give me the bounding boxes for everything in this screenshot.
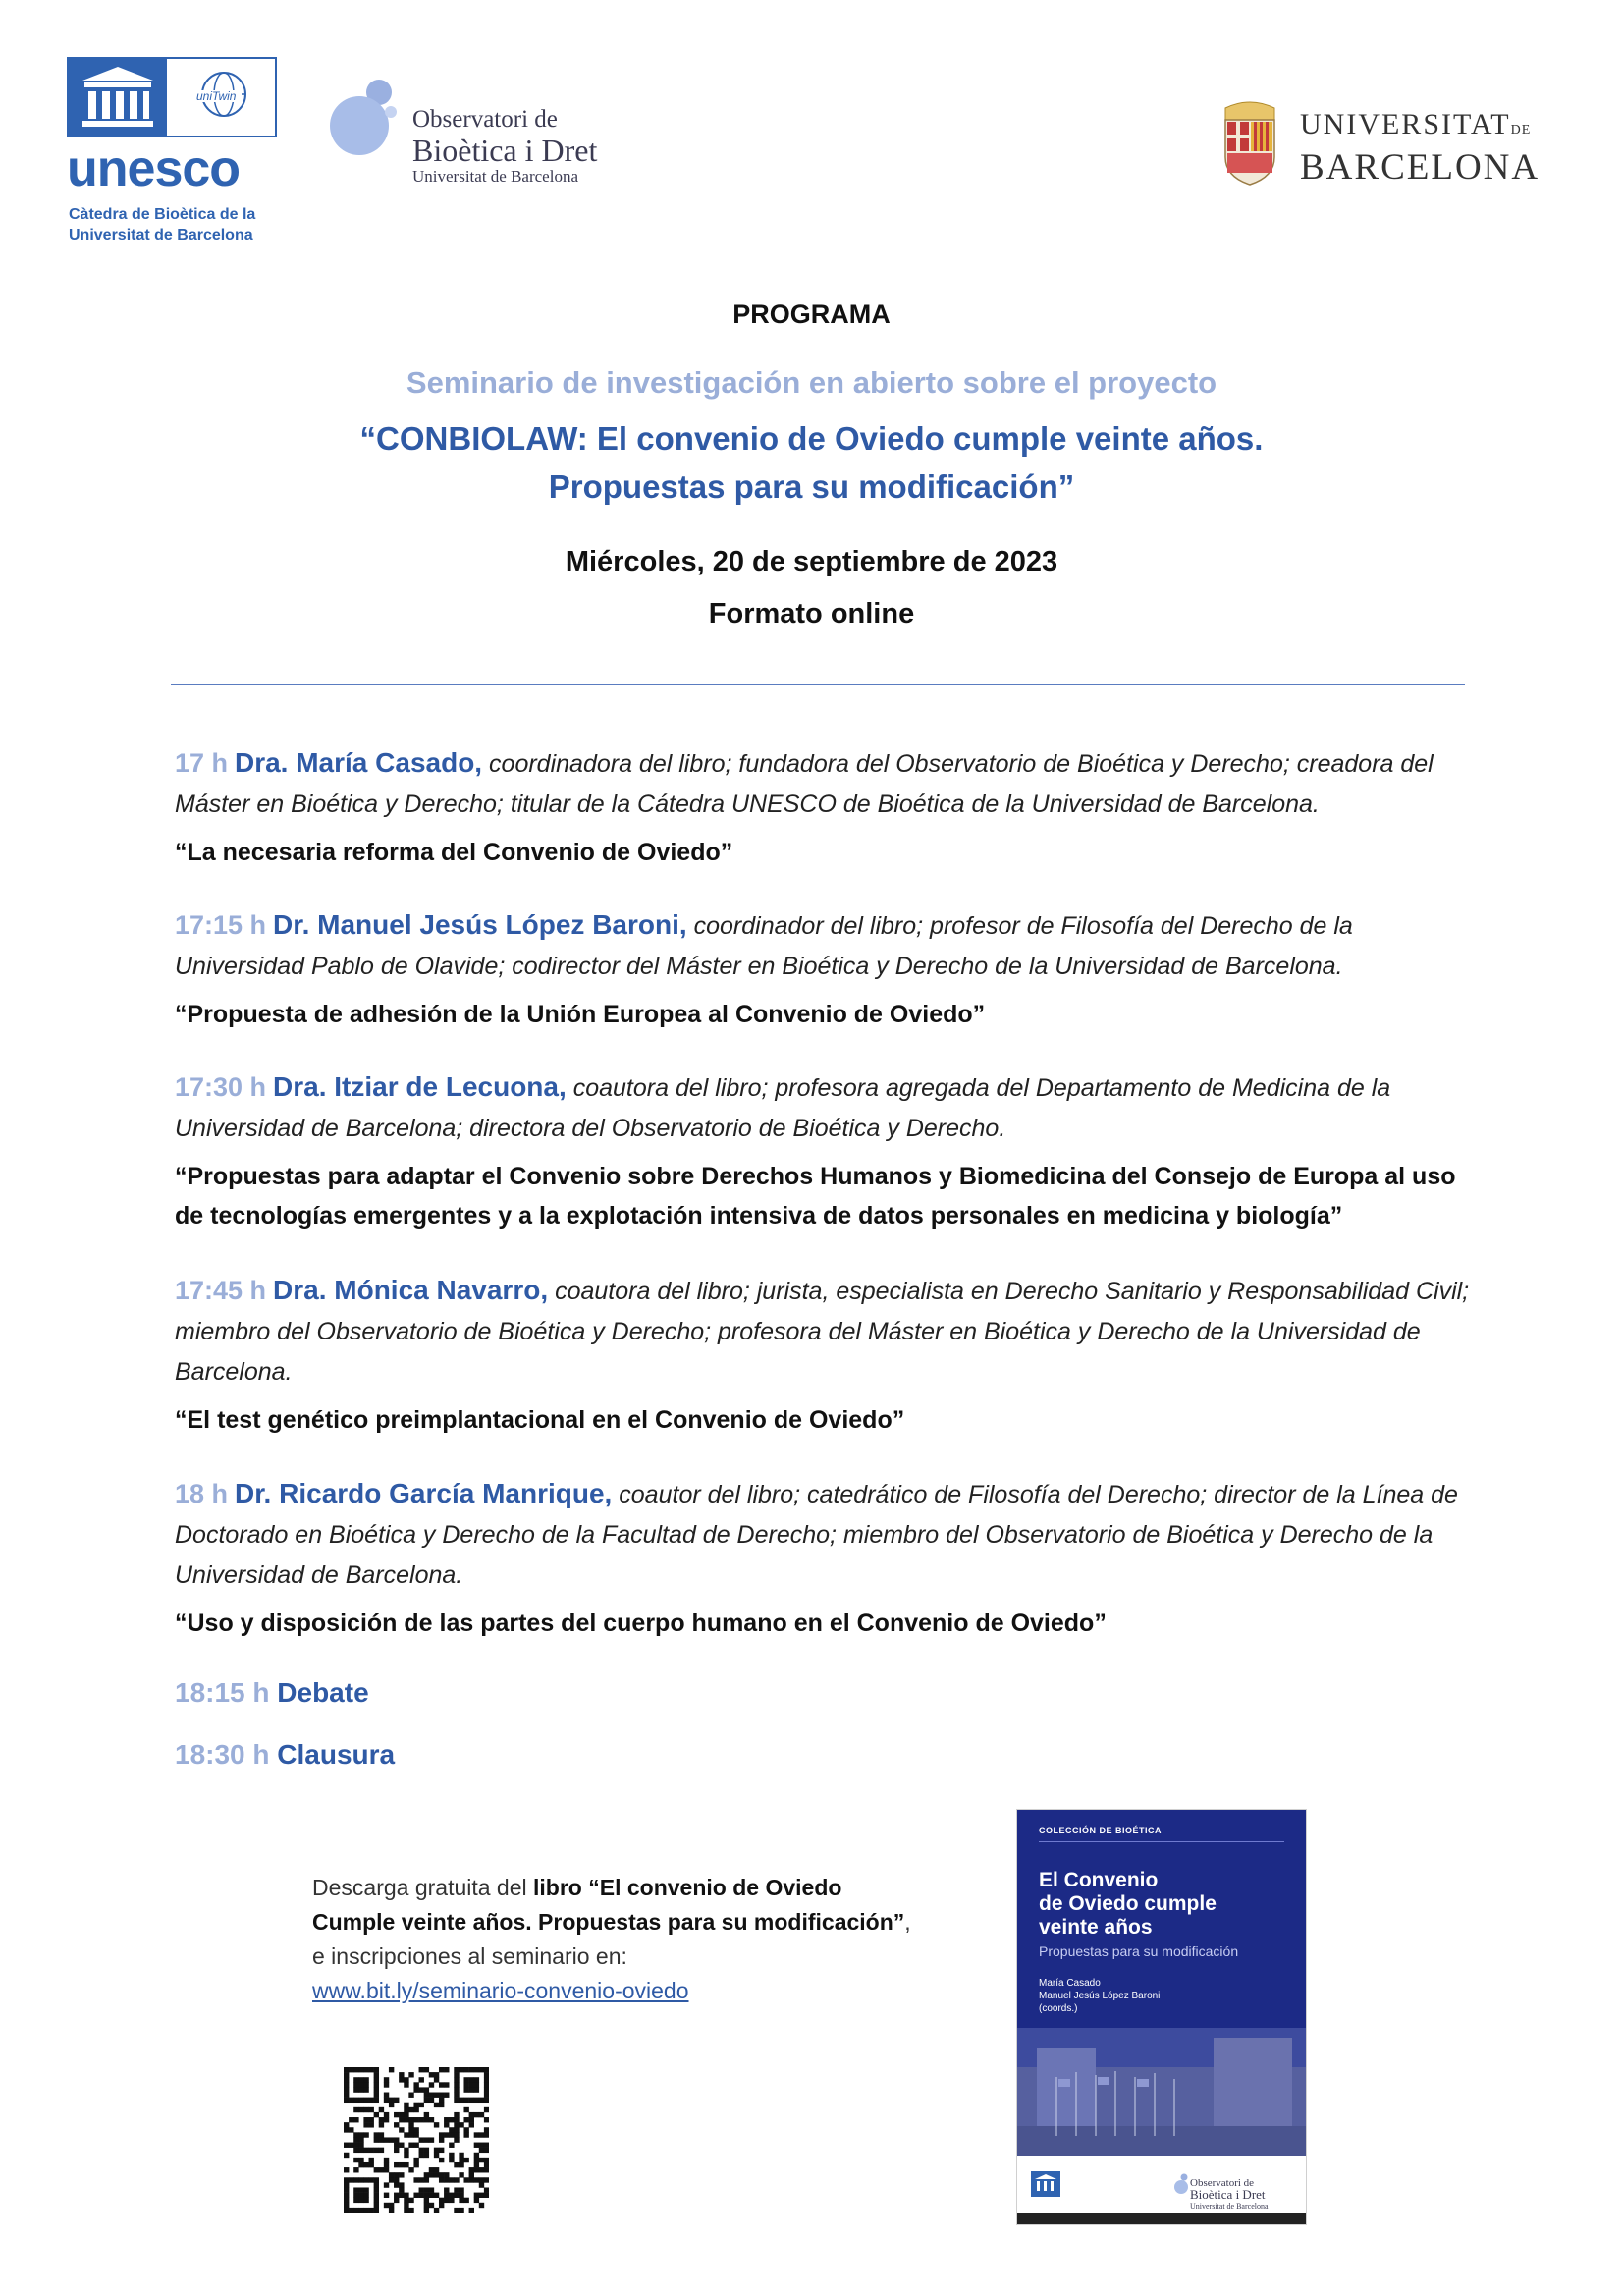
unitwin-icon bbox=[167, 59, 275, 136]
ub-shield-icon bbox=[1219, 98, 1280, 189]
seminar-subtitle: Seminario de investigación en abierto sobre el proyecto bbox=[406, 365, 1217, 400]
unesco-emblem bbox=[67, 57, 277, 137]
session-description: coautora del libro; jurista, especialista en Derecho Sanitario y Responsabilidad Civil; miembro del Observatorio de Bioética y Derecho; profesora del Máster en Bioética y Derecho de la Universidad de Barcelona. bbox=[175, 1278, 1470, 1386]
closing-item bbox=[175, 1739, 395, 1771]
session-description: coordinadora del libro; fundadora del Observatorio de Bioética y Derecho; creadora del Máster en Bioética y Derecho; titular de la Cátedra UNESCO de Bioética de la Universidad de Barcelona. bbox=[175, 750, 1434, 818]
book-cover-photo bbox=[1017, 2028, 1306, 2156]
download-intro: Descarga gratuita del bbox=[312, 1875, 527, 1900]
book-cover bbox=[1016, 1809, 1307, 2225]
book-footer-line2: Bioètica i Dret bbox=[1190, 2187, 1266, 2202]
session-item bbox=[175, 1473, 1471, 1643]
download-info bbox=[312, 1871, 1000, 2008]
download-book-title-2: Cumple veinte años. Propuestas para su modificación” bbox=[312, 1909, 905, 1935]
session-item bbox=[175, 742, 1471, 872]
observatori-name bbox=[412, 106, 597, 187]
session-talk-title: “Propuestas para adaptar el Convenio sobre Derechos Humanos y Biomedicina del Consejo de Europa al uso de tecnologías emergentes y a la explotación intensiva de datos personales en medicina y biología” bbox=[175, 1163, 1456, 1230]
debate-label: Debate bbox=[277, 1677, 369, 1708]
session-header bbox=[175, 1066, 1471, 1149]
unesco-wordmark: unesco bbox=[67, 140, 241, 197]
unesco-chair-name bbox=[69, 204, 285, 246]
book-footer-text bbox=[1190, 2177, 1269, 2213]
qr-code[interactable] bbox=[344, 2067, 489, 2213]
session-talk-title: “Propuesta de adhesión de la Unión Europea al Convenio de Oviedo” bbox=[175, 1001, 986, 1028]
unesco-chair-line1: Càtedra de Bioètica de la bbox=[69, 206, 256, 223]
download-line2 bbox=[312, 1905, 1000, 1940]
observatori-line3: Universitat de Barcelona bbox=[412, 167, 578, 186]
session-talk-title: “El test genético preimplantacional en el Convenio de Oviedo” bbox=[175, 1406, 905, 1434]
seminar-date: Miércoles, 20 de septiembre de 2023 bbox=[565, 546, 1058, 577]
book-footer-line1: Observatori de bbox=[1190, 2177, 1255, 2189]
universitat-barcelona-logo bbox=[1219, 98, 1573, 196]
book-title-line3: veinte años bbox=[1039, 1916, 1153, 1939]
seminar-link[interactable]: www.bit.ly/seminario-convenio-oviedo bbox=[312, 1978, 689, 2003]
session-description: coautor del libro; catedrático de Filosofía del Derecho; director de la Línea de Doctorado en Bioética y Derecho de la Facultad de Derecho; miembro del Observatorio de Bioética y Derecho de la Universidad de Barcelona. bbox=[175, 1481, 1458, 1589]
book-footer bbox=[1017, 2156, 1306, 2213]
session-time: 18 h bbox=[175, 1479, 229, 1508]
book-collection: COLECCIÓN DE BIOÉTICA bbox=[1039, 1826, 1163, 1835]
download-libro: libro bbox=[533, 1875, 582, 1900]
download-comma: , bbox=[904, 1909, 911, 1935]
book-author1: María Casado bbox=[1039, 1978, 1101, 1989]
download-line1 bbox=[312, 1871, 1000, 1905]
observatori-logo bbox=[330, 77, 644, 194]
session-talk-title: “La necesaria reforma del Convenio de Oviedo” bbox=[175, 839, 733, 866]
program-heading: PROGRAMA bbox=[732, 300, 891, 329]
book-rule bbox=[1039, 1841, 1284, 1842]
session-time: 17:30 h bbox=[175, 1072, 267, 1102]
closing-label: Clausura bbox=[277, 1739, 396, 1770]
book-authors bbox=[1039, 1977, 1160, 2015]
session-header bbox=[175, 904, 1471, 987]
seminar-format: Formato online bbox=[708, 598, 915, 629]
session-speaker: Dra. María Casado, bbox=[234, 747, 483, 778]
debate-item bbox=[175, 1677, 369, 1709]
session-description: coordinador del libro; profesor de Filosofía del Derecho de la Universidad Pablo de Olavide; codirector del Máster en Bioética y Derecho de la Universidad de Barcelona. bbox=[175, 912, 1353, 980]
unesco-temple-icon bbox=[69, 59, 167, 136]
session-time: 17:45 h bbox=[175, 1276, 267, 1305]
session-talk-title: “Uso y disposición de las partes del cuerpo humano en el Convenio de Oviedo” bbox=[175, 1610, 1107, 1637]
svg-text:uniTwin: uniTwin bbox=[196, 89, 237, 103]
unesco-chair-line2: Universitat de Barcelona bbox=[69, 227, 253, 244]
observatori-line2: Bioètica i Dret bbox=[412, 133, 598, 168]
book-title-line1: El Convenio bbox=[1039, 1869, 1159, 1891]
book-footer-line3: Universitat de Barcelona bbox=[1190, 2202, 1269, 2211]
book-author2: Manuel Jesús López Baroni bbox=[1039, 1991, 1161, 2001]
seminar-title-line2: Propuestas para su modificación” bbox=[548, 468, 1075, 505]
download-book-title-1: “El convenio de Oviedo bbox=[588, 1875, 842, 1900]
session-description: coautora del libro; profesora agregada del Departamento de Medicina de la Universidad de Barcelona; directora del Observatorio de Bioética y Derecho. bbox=[175, 1074, 1391, 1142]
book-observatori-icon bbox=[1174, 2173, 1190, 2195]
session-header bbox=[175, 742, 1471, 825]
book-cover-top bbox=[1017, 1810, 1306, 2028]
observatori-circles-icon bbox=[330, 77, 408, 165]
session-speaker: Dr. Manuel Jesús López Baroni, bbox=[273, 909, 687, 940]
session-time: 17:15 h bbox=[175, 910, 267, 940]
book-role: (coords.) bbox=[1039, 2003, 1078, 2014]
ub-line1: UNIVERSITAT bbox=[1300, 108, 1511, 140]
observatori-line1: Observatori de bbox=[412, 106, 558, 133]
session-header bbox=[175, 1473, 1471, 1596]
ub-line2: BARCELONA bbox=[1300, 147, 1541, 188]
section-divider bbox=[171, 684, 1465, 685]
book-bottom-band bbox=[1017, 2213, 1306, 2224]
ub-name bbox=[1300, 108, 1540, 189]
book-subtitle: Propuestas para su modificación bbox=[1039, 1943, 1239, 1959]
session-item bbox=[175, 904, 1471, 1034]
session-speaker: Dra. Itziar de Lecuona, bbox=[273, 1071, 567, 1102]
session-speaker: Dr. Ricardo García Manrique, bbox=[234, 1478, 613, 1508]
download-line3: e inscripciones al seminario en: bbox=[312, 1943, 627, 1969]
unesco-logo bbox=[67, 57, 283, 244]
session-time: 17 h bbox=[175, 748, 229, 778]
seminar-title-line1: “CONBIOLAW: El convenio de Oviedo cumple veinte años. bbox=[359, 420, 1264, 457]
book-unesco-icon bbox=[1031, 2171, 1060, 2197]
session-item bbox=[175, 1270, 1471, 1440]
session-item bbox=[175, 1066, 1471, 1235]
session-header bbox=[175, 1270, 1471, 1393]
closing-time: 18:30 h bbox=[175, 1739, 270, 1770]
book-title bbox=[1039, 1869, 1217, 1940]
book-title-line2: de Oviedo cumple bbox=[1039, 1892, 1217, 1915]
ub-line1-de: DE bbox=[1510, 123, 1532, 137]
debate-time: 18:15 h bbox=[175, 1677, 270, 1708]
session-speaker: Dra. Mónica Navarro, bbox=[273, 1275, 549, 1305]
